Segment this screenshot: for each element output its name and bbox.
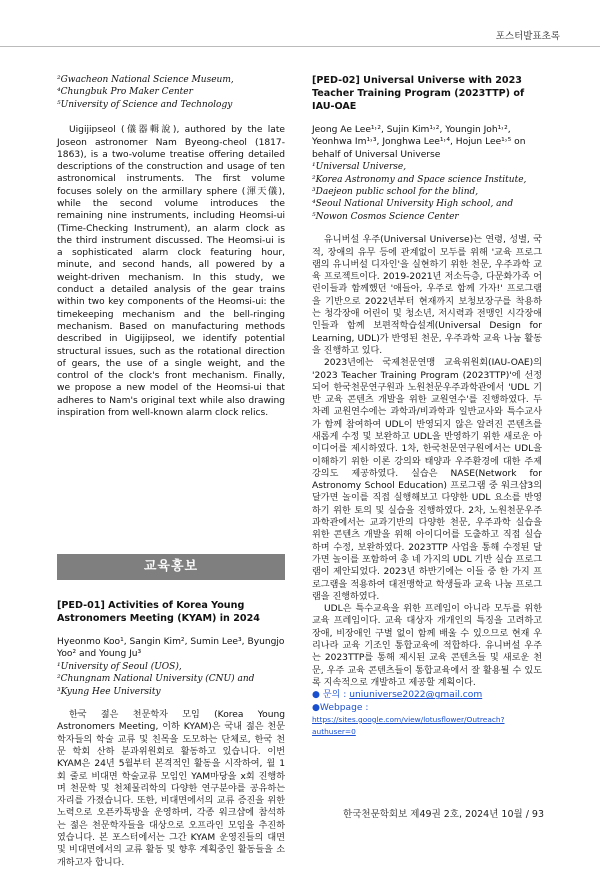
ped02-paragraph-3: UDL은 특수교육을 위한 프레임이 아니라 모두를 위한 교육 프레임이다. 교육 대상자 개개인의 특징을 고려하고 장애, 비장애인 구별 없이 함께 배울 수 있으므로 현재 우리나라 교육 기조인 통합교육에 적합하다. 유니버설 우주는 2023TTP를 통해 제시된 교육 콘텐츠들 및 새로운 천문, 우주 교육 콘텐츠들이 통합교육에서 잘 활용될 수 있도록 지속적으로 개발하고 제공할 계획이다.	[312, 604, 542, 688]
affiliation-line: ³Daejeon public school for the blind,	[312, 187, 479, 198]
ped02-paragraph-2: 2023년에는 국제천문연맹 교육위원회(IAU-OAE)의 '2023 Teacher Training Program (2023TTP)'에 선정되어 한국천문연구원과 노원천문우주과학관에서 'UDL 기반 교육 콘텐츠 개발을 위한 교원연수'를 진행하였다. 두 차례 교원연수에는 과학과/비과학과 일반교사와 특수교사가 함께 참여하여 UDL이 반영되지 않은 알려진 콘텐츠를 새롭게 수정 및 보완하고 UDL을 반영하기 위한 새로운 아이디어를 제시하였다. 1차, 한국천문연구원에서는 UDL을 이해하기 위한 이론 강의와 태양과 우주환경에 대한 주제 강의도 제공하였다. 실습은 NASE(Network for Astronomy School Education) 프로그램 중 워크샵3의 달가면 놀이를 직접 실행해보고 다양한 UDL 요소를 반영하기 위한 토의 및 실습을 진행하였다. 2차, 노원천문우주과학관에서는 교과기반의 다양한 천문, 우주과학 실습을 위한 콘텐츠 개발을 위해 아이디어를 도출하고 직접 실습하며 수정, 보완하였다. 2023TTP 사업을 통해 수정된 달가면 놀이를 포함하여 총 네 가지의 UDL 기반 실습 프로그램이 제안되었다. 2023년 하반기에는 이들 중 한 가지 프로그램을 적용하여 대전맹학교 학생들과 교육 나눔 프로그램을 진행하였다.	[312, 358, 542, 602]
webpage-link[interactable]: https://sites.google.com/view/lotusflower/Outreach?authuser=0	[312, 714, 505, 737]
ped02-authors: Jeong Ae Lee¹˒², Sujin Kim¹˒², Youngin Joh¹˒², Yeonhwa Im¹˒³, Jonghwa Lee¹˒⁴, Hojun Lee¹˒⁵ on behalf of Universal Universe	[312, 125, 526, 160]
affiliation-line: ²Korea Astronomy and Space science Institute,	[312, 174, 527, 185]
ped01-block	[57, 599, 285, 869]
affiliations-top	[57, 74, 285, 111]
affiliation-line: ²Chungnam National University (CNU) and	[57, 674, 255, 685]
affiliation-line: ²Gwacheon National Science Museum,	[57, 75, 234, 85]
webpage-label: ●Webpage :	[312, 702, 369, 713]
contact-line	[312, 689, 542, 701]
ped01-title: [PED-01] Activities of Korea Young Astronomers Meeting (KYAM) in 2024	[57, 600, 260, 624]
affiliation-line: ⁴Chungbuk Pro Maker Center	[57, 87, 193, 98]
left-column	[57, 74, 285, 419]
contact-email-link[interactable]: uniuniverse2022@gmail.com	[349, 690, 483, 701]
affiliation-line: ⁵University of Science and Technology	[57, 99, 233, 110]
ped02-affiliations	[312, 161, 542, 223]
ped01-body: 한국 젊은 천문학자 모임 (Korea Young Astronomers Meeting, 이하 KYAM)은 국내 젊은 천문학자들의 학술 교류 및 친목을 도모하는 단체로, 한국 천문 학회 산하 분과위원회로 활동하고 있습니다. 이번 KYAM은 24년 5월부터 본격적인 활동을 시작하여, 월 1회 줄로 비대면 학술교류 모임인 YAM마당을 x회 진행하며 천문학 및 천체물리학의 다양한 연구분야를 공유하는 자리를 가졌습니다. 또한, 비대면에서의 교류 증진을 위한 노력으로 오픈카톡방을 운영하며, 각종 워크샵에 참석하는 젊은 천문학자들을 대상으로 오프라인 모임을 추진하였습니다. 본 포스터에서는 그간 KYAM 운영진들의 대면 및 비대면에서의 교류 활동 및 향후 계획중인 활동들을 소개하고자 합니다.	[57, 710, 285, 868]
running-header: 포스터발표초록	[495, 31, 560, 42]
section-banner-education: 교육홍보	[57, 554, 285, 580]
ped02-paragraph-1: 유니버설 우주(Universal Universe)는 연령, 성별, 국적, 장애의 유무 등에 관계없이 모두를 위해 '교육 프로그램의 유니버설 디자인'을 실현하기 위한 천문, 우주과학 교육 프로젝트이다. 2019-2021년 저소득층, 다문화가족 어린이들과 함께했던 '애들아, 우주로 함께 가자!' 프로그램을 기반으로 2022년부터 현재까지 보청보장구를 착용하는 청각장애 어린이 및 청소년, 저시력과 전맹인 시각장애인들과 함께 보편적학습설계(Universal Design for Learning, UDL)가 반영된 천문, 우주과학 교육 나눔 활동을 진행하고 있다.	[312, 235, 542, 356]
ped01-authors: Hyeonmo Koo¹, Sangin Kim², Sumin Lee³, Byungjo Yoo² and Young Ju³	[57, 637, 285, 660]
header-divider	[0, 46, 600, 47]
right-column	[312, 74, 542, 738]
abstract-heomsi-ui: Uigijipseol (儀器輯說), authored by the late Joseon astronomer Nam Byeong-cheol (1817-1863), is a two-volume treatise offering detailed descriptions of the construction and usage of ten astronomical instruments. The first volume focuses solely on the armillary sphere (渾天儀), while the second volume introduces the remaining nine instruments, including Heomsi-ui (Time-Checking Instrument), an alarm clock as the third instrument discussed. The Heomsi-ui is a sophisticated alarm clock featuring hour, minute, and second hands, all powered by a weight-driven mechanism. In this study, we conduct a detailed analysis of the gear trains within two key components of the Heomsi-ui: the timekeeping mechanism and the bell-ringing mechanism. Based on manufacturing methods described in Uigijipseol, we identify potential structural issues, such as the rotational direction of gears, the use of a single weight, and the control of the clock's front mechanism. Finally, we propose a new model of the Heomsi-ui that adheres to Nam's original text while also drawing inspiration from well-known alarm clock relics.	[57, 125, 285, 419]
page-footer: 한국천문학회보 제49권 2호, 2024년 10월 / 93	[343, 809, 544, 820]
affiliation-line: ¹University of Seoul (UOS),	[57, 661, 182, 672]
contact-label: ● 문의 :	[312, 690, 350, 701]
ped01-affiliations	[57, 661, 285, 698]
ped02-title: [PED-02] Universal Universe with 2023 Teacher Training Program (2023TTP) of IAU-OAE	[312, 75, 525, 112]
affiliation-line: ³Kyung Hee University	[57, 686, 161, 697]
affiliation-line: ⁵Nowon Cosmos Science Center	[312, 211, 459, 222]
affiliation-line: ⁴Seoul National University High school, and	[312, 199, 514, 210]
affiliation-line: ¹Universal Universe,	[312, 162, 407, 173]
